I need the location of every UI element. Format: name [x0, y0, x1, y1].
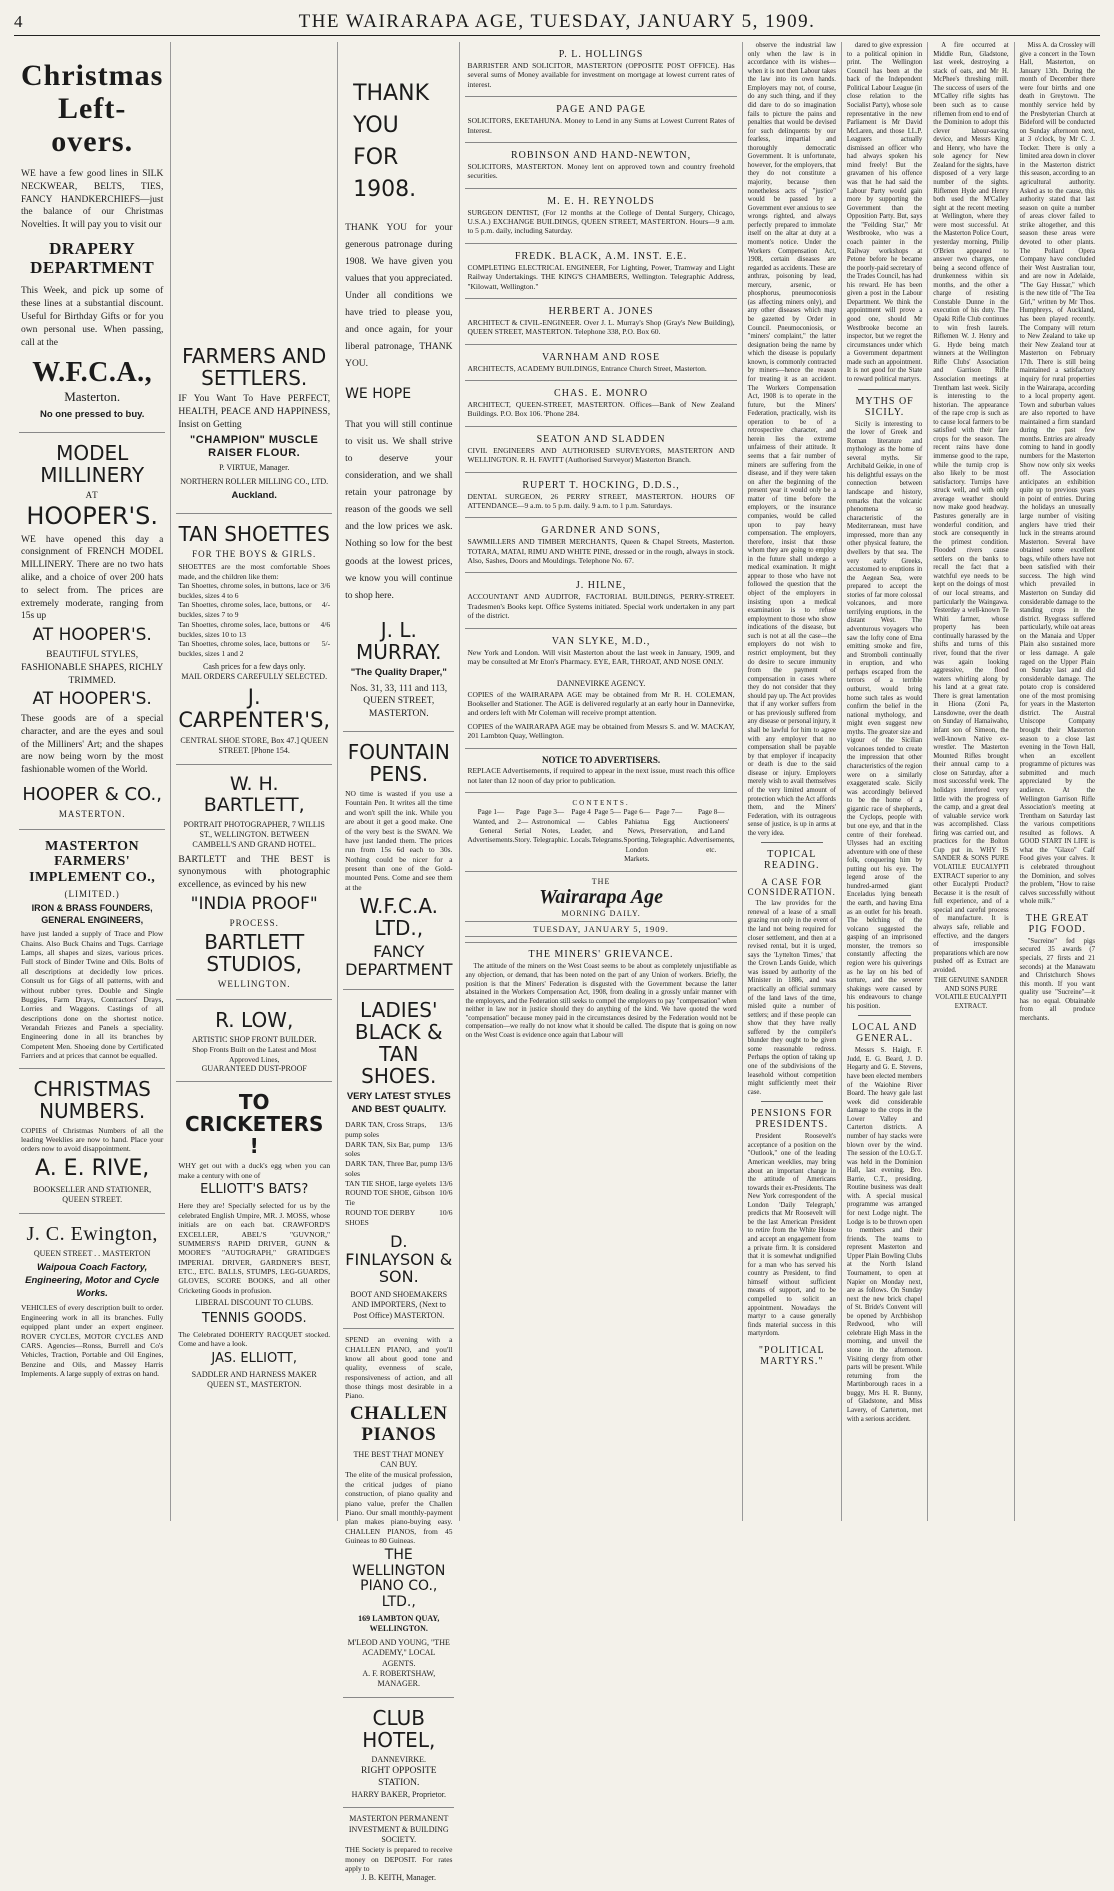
ad-process: PROCESS. — [229, 917, 279, 928]
business-card — [465, 345, 736, 381]
card-body: CIVIL ENGINEERS AND AUTHORISED SURVEYORS, MASTERTON AND WELLINGTON. R. H. FAVITT (Authorised Surveyor) Masterton Branch. — [467, 445, 735, 465]
paper-banner — [465, 872, 736, 943]
card-name: ROBINSON AND HAND-NEWTON, — [511, 149, 692, 161]
ad-town: MASTERTON. — [58, 808, 126, 819]
ad-sub: AT HOOPER'S. — [32, 625, 152, 646]
dannevirke-agency — [465, 673, 736, 748]
ad-line: ARTISTIC SHOP FRONT BUILDER. — [192, 1034, 317, 1044]
ad-product: ELLIOTT'S BATS? — [200, 1182, 309, 1198]
price-value: 10/6 — [439, 1188, 453, 1198]
price-value: 13/6 — [439, 1120, 453, 1130]
card-name: CHAS. E. MONRO — [554, 388, 649, 399]
card-body: ARCHITECTS, ACADEMY BUILDINGS, Entrance Church Street, Masterton. — [467, 363, 707, 373]
ad-body: SHOETTES are the most comfortable Shoes made, and the children like them: — [178, 562, 331, 581]
ad-body: Shop Fronts Built on the Latest and Most Approved Lines, — [192, 1045, 317, 1064]
notice-to-advertisers — [465, 749, 736, 793]
price-value: 13/6 — [439, 1159, 453, 1169]
article-title: "POLITICAL MARTYRS." — [758, 1344, 825, 1367]
business-card — [465, 573, 736, 628]
ad-body: COPIES of Christmas Numbers of all the leading Weeklies are now to hand. Place your orders now to avoid disappointment. — [21, 1125, 164, 1154]
ad-title: FOUNTAIN PENS. — [347, 740, 450, 787]
ad-line: BOOKSELLER AND STATIONER, QUEEN STREET. — [33, 1184, 152, 1205]
ad-name: A. E. RIVE, — [35, 1155, 150, 1181]
price-row — [345, 1179, 452, 1189]
price-list — [178, 581, 330, 659]
price-value: 3/6 — [320, 580, 331, 590]
ad-body: WE have a few good lines in SILK NECKWEAR, BELTS, TIES, FANCY HANDKERCHIEFS—just the balance of our Christmas Novelties. It will pay you to visit our — [21, 169, 164, 231]
ad-name: HOOPER'S. — [26, 502, 158, 531]
business-card — [465, 473, 736, 519]
contents-entry: Page 6—Pahiatua News, Sporting, London Markets. — [623, 808, 651, 864]
divider — [761, 1101, 823, 1102]
business-card — [465, 299, 736, 345]
ad-farmers-settlers — [176, 42, 332, 514]
ad-r-low — [176, 1000, 332, 1083]
ad-title: MASTERTON PERMANENT INVESTMENT & BUILDING SOCIETY. — [348, 1814, 449, 1844]
ad-sub: VERY LATEST STYLES AND BEST QUALITY. — [346, 1091, 451, 1116]
price-item: Tan Shoettes, chrome soles, lace, buttons or buckles, sizes 10 to 13 — [178, 619, 310, 639]
price-item: ROUND TOE SHOE, Gibson Tie — [345, 1188, 435, 1208]
business-card — [465, 629, 736, 674]
ad-product: "INDIA PROOF" — [190, 894, 318, 915]
price-item: Tan Shoettes, chrome soles, lace, buttons, or buckles, sizes 7 to 9 — [178, 600, 312, 620]
price-value: 13/6 — [439, 1139, 453, 1149]
card-name: FREDK. BLACK, A.M. INST. E.E. — [514, 250, 688, 262]
ad-line: PORTRAIT PHOTOGRAPHER, 7 WILLIS ST., WELLINGTON. BETWEEN CAMBELL'S AND GRAND HOTEL. — [183, 819, 325, 850]
price-row — [178, 600, 330, 620]
ad-ewington — [19, 1214, 165, 1386]
ad-model-millinery — [19, 433, 165, 830]
ad-title: TO CRICKETERS ! — [184, 1090, 324, 1159]
price-value: 10/6 — [439, 1207, 453, 1217]
contents-entry: Page 2—Serial Story. — [514, 808, 532, 845]
ad-town: Auckland. — [231, 490, 277, 502]
ad-sub: FOR THE BOYS & GIRLS. — [192, 549, 317, 560]
article-title: LOCAL AND GENERAL. — [851, 1022, 918, 1045]
divider — [858, 1015, 911, 1016]
local-notes: A fire occurred at Middle Run, Gladstone, last week, destroying a stack of oats, and Mr H. McPhee's threshing mill. The success of users of the M'Calley rifle sights has been such as to cause riflemen from end to end of the Dominion to adopt this clever labour-saving device, and Messrs King and Henry, who have the sole agency for New Zealand for the sights, have disposed of a very large number of the sights. Riflemen Hyde and Henry both used the M'Calley sight at the recent meeting at Wellington, where they were most successful. At the Masterton Police Court, yesterday morning, Philip O'Brien appeared to answer two charges, one being a second offence of drunkenness within six months, and the other a charge of resisting Constable Dunne in the execution of his duty. The Opaki Rifle Club continues to win fresh laurels. Riflemen W. J. Henry and G. Hyde being match winners at the Wellington Rifle Clubs' Association and Garrison Rifle Association meetings at Trentham last week. Sicily is interesting to the historian. The appearance of the rape crop is such as to cause local farmers to be satisfied with their fare crops for the season. The recent rains have done immense good to the rape, while the turnip crop is also likely to be most satisfactory. Turnips have struck well, and with only average weather should now make good headway. Pastures generally are in wonderful condition, and stock are consequently in the primest condition. Flooded rivers cause settlers on the banks to recall the fact that a watchful eye needs to be kept on the doings of most of our local streams, and particularly the Waingawa. Yesterday a well-known Te Whiti farmer, whose property has been continually harassed by the shifts and turns of this river, found that the river was again looking aggressive, the flood waters whirling along by his land at a great rate. There is great lamentation in Hiona (Zoni Pa, Lansdowne, over the death on Sunday of Hamaiwaho, infant son of Simeon, the well-known Native ex-wrestler. The Masterton Mounted Rifles brought their annual camp to a close on Saturday, after a most successful week. The holidays interfered very little with the progress of the camp, and a great deal of valuable service work was accomplished. Class firing was carried out, and practices for the Bolton Cup put in. WHY IS SANDER & SONS PURE VOLATILE EUCALYPTI EXTRACT superior to any other Eucalypti Product? Because it is the result of full experience, and of a special and careful process of manufacture. It is always safe, reliable and effective, and the dangers of irresponsible preparations which are now pushed off as Extract are avoided. — [933, 42, 1009, 974]
business-card — [465, 143, 736, 189]
column-1 — [14, 42, 171, 1521]
ad-firm: W.F.C.A., — [32, 356, 153, 388]
ad-body: THE Society is prepared to receive money on DEPOSIT. For rates apply to — [345, 1845, 453, 1874]
ad-body: have just landed a supply of Trace and Plow Chains. Also Buck Chains and Tugs. Carriage Lamps, all shapes and sizes, various prices. Full stock of Binder Twine and Oils. Bolts of all descriptions at decidedly low prices. Consult us for Gigs of all patterns, with and without rubber tyres. Double and Single Buggies, Farm Drays, Contractors' Drays, Lorries and Waggons. Castings of all descriptions done on the shortest notice. Verandah Friezes and Panels a speciality. Engineering done in all its branches by Competent Men. Shoeing done by Certificated Farriers and at prices that cannot be equalled. — [21, 929, 164, 1061]
price-row — [178, 620, 330, 640]
card-body: COMPLETING ELECTRICAL ENGINEER, For Lighting, Power, Tramway and Light Railway Undertakings. THE KING'S CHAMBERS, Wellington. Telegraphic Address, "Kilowatt, Wellington." — [467, 262, 735, 291]
ad-cricketers — [176, 1082, 332, 1397]
ad-body-3: These goods are of a special character, and are the eyes and soul of the Milliners' Art; and the shapes are now being worn by the most fashionable women of the World. — [21, 714, 164, 776]
ad-agent: M'LEOD AND YOUNG, "THE ACADEMY," LOCAL AGENTS. — [347, 1637, 450, 1668]
contents-entry: Page 4—Leader, Locals. — [570, 808, 592, 845]
price-row — [345, 1120, 452, 1140]
banner-the: THE — [591, 877, 611, 887]
section-body-2: COPIES of the WAIRARAPA AGE may be obtained from Messrs S. and W. MACKAY, 201 Lambton Quay, Wellington. — [467, 721, 735, 741]
column-6 — [842, 42, 928, 1521]
ad-body: VEHICLES of every description built to order. Engineering work in all its branches. Fully equipped plant under an expert engineer. ROVER CYCLES, MOTOR CYCLES AND CARS. Agencies—Ronss, Burrell and Co's Vehicles, Traction, Portable and Oil Engines, Benzine and Oils, and Massey Harris Implements. A large supply of extras on hand. — [21, 1303, 164, 1379]
column-3 — [338, 42, 460, 1883]
ad-thank-you — [343, 42, 454, 732]
price-item: TAN TIE SHOE, large eyelets — [345, 1178, 437, 1188]
column-7 — [928, 42, 1014, 1521]
banner-name: Wairarapa Age — [539, 886, 664, 909]
section-title: NOTICE TO ADVERTISERS. — [541, 754, 661, 765]
price-value: 4/6 — [320, 619, 331, 629]
ad-body: IF You Want To Have PERFECT, HEALTH, PEACE AND HAPPINESS, Insist on Getting — [178, 394, 331, 430]
ad-town: WELLINGTON. — [217, 978, 291, 989]
card-name: RUPERT T. HOCKING, D.D.S., — [522, 479, 680, 491]
ad-ladies-shoes — [343, 990, 454, 1329]
price-item: DARK TAN, Three Bar, pump soles — [345, 1159, 438, 1178]
price-item: Tan Shoettes, chrome soles, lace, buttons or buckles, sizes 1 and 2 — [178, 639, 310, 659]
ad-club-hotel — [343, 1698, 454, 1808]
ad-line: QUEEN STREET . . MASTERTON — [33, 1248, 151, 1258]
price-value: 4/- — [321, 600, 331, 610]
ad-sub: GUARANTEED DUST-PROOF — [201, 1063, 307, 1073]
article-body: Sicily is interesting to the lover of Greek and Roman literature and mythology as the home of several myths. Sir Archibald Geikie, in one of his delightful essays on the connection between landscape and history, remarks that the volcanic phenomena so characteristic of the Mediterranean, must have impressed, more than any other physical feature, the dwellers by that sea. The very early Greeks, accustomed to eruptions in the Aegean Sea, were prepared to accept the stories of far more colossal volcanoes, and more terrifying eruptions, in the distant West. The adventurous voyagers who saw the lofty cone of Etna emitting smoke and fire, and Stromboli continually in eruption, and who perhaps escaped from the terrors of a terrible outburst, would bring home such tales as would confirm the belief in the national mythology, and might even suggest new myths. The greater size and vigour of the Sicilian volcanoes tended to create the impression that other characteristics of the region were on a similarly exaggerated scale. Sicily was accordingly believed to be the home of a gigantic race of shepherds, the Cyclops, people with but one eye, and that in the centre of their forehead. Ulysses had an exciting adventure with one of these folk, conquering him by putting out his eye. The legend arose of the hundred-armed giant Enceladus lying beneath the earth, and having Etna as an outlet for his breath. The belching of the volcano suggested the gasping of an imprisoned monster, the tremors so constantly affecting the region were his quiverings as he lay on his bed of torture, and the severer shakings were caused by his endeavours to change his position. — [846, 420, 923, 1010]
ad-title: TAN SHOETTES — [178, 522, 330, 547]
card-name: P. L. HOLLINGS — [558, 49, 644, 60]
card-body: ARCHITECT, QUEEN-STREET, MASTERTON. Offices—Bank of New Zealand Buildings. P.O. Box 106. 'Phone 284. — [467, 400, 735, 419]
ad-line: Nos. 31, 33, 111 and 113, QUEEN STREET, MASTERTON. — [350, 683, 448, 720]
ad-title: MASTERTON FARMERS' IMPLEMENT CO., — [29, 838, 156, 885]
ad-tennis: TENNIS GOODS. — [201, 1310, 307, 1326]
price-row — [345, 1188, 452, 1208]
ad-prop: HARRY BAKER, Proprietor. — [351, 1789, 446, 1799]
ad-tennis-body: The Celebrated DOHERTY RACQUET stocked. Come and have a look. — [178, 1329, 331, 1349]
card-name: M. E. H. REYNOLDS — [547, 195, 655, 207]
price-row — [345, 1159, 452, 1179]
contents-entry: Page 8—Auctioneers' and Land Advertisements, etc. — [687, 808, 735, 854]
ad-firm: THE WELLINGTON PIANO CO., LTD., — [352, 1547, 446, 1610]
section-title: CONTENTS. — [572, 798, 630, 807]
contents-entry: Page 3—Astronomical Notes, Telegraphic. — [531, 808, 571, 845]
ad-body-2: That you will still continue to visit us. We shall strive to deserve your consideration, and we shall retain your patronage by reason of the goods we sell and the low prices we ask. Nothing so low for the best goods at the lowest prices, we know you will continue to shop here. — [345, 419, 453, 601]
ad-dept: DRAPERY DEPARTMENT — [30, 239, 155, 277]
ad-title: THANK YOU FOR 1908. — [353, 81, 429, 202]
article-body: "Sucreine" fed pigs secured 35 awards (7 specials, 27 firsts and 21 seconds) at the Manawatu and Christchurch Shows this month. If you want quality use "Sucreine"—it has no equal. Obtainable from all produce merchants. — [1019, 937, 1095, 1022]
column-8 — [1015, 42, 1100, 1521]
price-value: 5/- — [321, 639, 331, 649]
masthead — [14, 10, 1100, 36]
ad-body-2: BEAUTIFUL STYLES, FASHIONABLE SHAPES, RICHLY TRIMMED. — [21, 649, 164, 686]
ad-limited: (LIMITED.) — [64, 889, 120, 900]
article-title: PENSIONS FOR PRESIDENTS. — [750, 1108, 833, 1131]
article-continued: dared to give expression to a political opinion in print. The Wellington Council has been at the back of the Independent Political Labour League (in close relation to the Socialist Party), whose sole representative in the new Parliament is Mr David McLaren, and those I.L.P. Leaguers actually dismissed an officer who had always spoken his mind freely! But the gravamen of his offence was that he had said the Labour Party would gain more by supporting the Government than the Opposition Party. But, says the "Feilding Star," Mr Westbrooke, who was a coach painter in the Railway workshops at Petone before he became the poorly-paid secretary of the Trades Council, has had his reward. He has been given a post in the Labour Department. We think the appointment will prove a good one, should Mr Westbrooke become an inspector, but we regret the circumstances under which a Government department made such an appointment. It is not good for the State to reward political martyrs. — [846, 42, 923, 383]
contents-entry: Page 5—Cables and Telegrams. — [591, 808, 624, 845]
ad-eucalypti: THE GENUINE SANDER AND SONS PURE VOLATILE EUCALYPTI EXTRACT. — [933, 977, 1008, 1010]
ad-sub: Waipoua Coach Factory, Engineering, Motor and Cycle Works. — [25, 1262, 160, 1299]
ad-name: J. CARPENTER'S, — [178, 684, 331, 732]
card-name: HERBERT A. JONES — [548, 305, 654, 317]
contents-list — [467, 808, 734, 864]
section-body: REPLACE Advertisements, if required to appear in the next issue, must reach this office not later than 12 noon of day prior to publication. — [467, 766, 735, 785]
ad-sub: WE HOPE — [345, 386, 412, 403]
section-title: DANNEVIRKE AGENCY. — [556, 679, 646, 689]
card-name: VAN SLYKE, M.D., — [551, 635, 651, 647]
article-subtitle: A CASE FOR CONSIDERATION. — [747, 877, 836, 898]
ad-sub-2: AT HOOPER'S. — [32, 689, 152, 710]
ad-manager: J. B. KEITH, Manager. — [361, 1873, 436, 1883]
price-item: DARK TAN, Six Bar, pump soles — [345, 1139, 430, 1159]
ad-note: Cash prices for a few days only. — [203, 661, 306, 671]
banner-date: TUESDAY, JANUARY 5, 1909. — [465, 921, 736, 937]
ad-name: J. C. Ewington, — [26, 1222, 158, 1245]
ad-firm: HOOPER & CO., — [22, 784, 162, 806]
ad-name: JAS. ELLIOTT, — [211, 1350, 297, 1366]
ad-manager: A. F. ROBERTSHAW, MANAGER. — [362, 1668, 436, 1689]
ad-line: BOOT AND SHOEMAKERS AND IMPORTERS, (Next to Post Office) MASTERTON. — [350, 1290, 448, 1320]
ad-title: FARMERS AND SETTLERS. — [182, 344, 327, 390]
article-continued: observe the industrial law only when the law is in accordance with its wishes—when it is not then Labour takes the law into its own hands. Employers may not, of course, do any such thing, and if they did dare to do so imagination fails to picture the pains and penalties that would be devised for such delinquents by our fearless, impartial and thoroughly democratic Government. It is unfortunate, however, for the employers, that they do not constitute a majority, because then nonetheless acts of "justice" would be passed by a Government ever anxious to see wrongs righted, and always perfectly prepared to immolate itself on the altar at duty at a moment's notice. Under the Workers Compensation Act, 1908, certain diseases are regarded as accidents. These are anthrax, poisoning by lead, mercury, arsenic, or phosphorus, pneumoconiosis (as affecting miners only), and any other diseases which may be gazetted by Order in Council. Pneumoconiosis, or "miners' complaint," the latter designation being the name by which the disease is popularly known, is commonly contracted by miners—hence the reason for treating it as an accident. The Workers Compensation Act, 1908 is to operate in the future, but the Miners' Federation, practically, wish its operation to be of a retrospective character, and herein lies the extreme unfairness of their attitude. It seems that a fair number of miners are suffering from the disease, and if they were taken on after the beginning of the present year it would only be a matter of time before the employers, or the insurance companies, would be called upon to pay heavy compensation. The employers, therefore, insist that those whom they are going to employ in the future shall undergo a medical examination. It might appear to those who have not followed the question that the object of the employers in insisting upon a medical examination is to refuse employment to those who show indications of the disease, but such is not at all the case—the employers do not wish to restrict employment, but they do desire to secure immunity from the payment of compensation in cases where they do not consider that they should pay up. The Act provides that if any worker suffers from or has previously suffered from any disease or personal injury, it shall be lawful for him to agree with any employer that no compensation shall be payable by that employer if incapacity or death is due to the said disease or injury. Employers merely wish to avail themselves of the very limited amount of protection which the Act affords them, and the Miners' Federation, with its outrageous sense of justice, is up in arms at the very idea. — [747, 42, 836, 837]
ad-title: LADIES' BLACK & TAN SHOES. — [354, 998, 443, 1089]
column-4 — [460, 42, 742, 1521]
card-body: SOLICITORS, MASTERTON. Money lent on approved town and country freehold securities. — [467, 161, 735, 181]
ad-tagline: "The Quality Draper," — [350, 666, 447, 678]
article-title: TOPICAL READING. — [764, 849, 820, 872]
article-title: MYTHS OF SICILY. — [855, 395, 914, 418]
banner-sub: MORNING DAILY. — [561, 909, 641, 919]
ad-dept: FANCY DEPARTMENT — [345, 942, 453, 979]
ad-at: AT — [85, 490, 99, 501]
card-name: VARNHAM AND ROSE — [542, 351, 661, 363]
ad-name: W. H. BARTLETT, — [203, 772, 305, 816]
contents-entry: Page 7—Egg Preservation, Telegraphic. — [650, 808, 688, 845]
ad-title: CHALLEN PIANOS — [350, 1402, 448, 1445]
ad-body: THANK YOU for your generous patronage during 1908. We have given you values that you appreciated. Under all conditions we have tried to please you, and once again, for your liberal patronage, THANK YOU. — [345, 222, 453, 370]
ad-addr: 169 LAMBTON QUAY, WELLINGTON. — [358, 1613, 440, 1634]
ad-sub: IRON & BRASS FOUNDERS, GENERAL ENGINEERS, — [31, 903, 153, 926]
ad-body: BARTLETT and THE BEST is synonymous with photographic excellence, as evinced by his new — [178, 854, 331, 891]
contents-entry: Page 1—Wanted, and General Advertisements. — [467, 808, 515, 845]
ad-studios: BARTLETT STUDIOS, — [204, 929, 305, 976]
price-item: Tan Shoettes, chrome soles, in buttons, lace or buckles, sizes 4 to 6 — [178, 580, 318, 600]
ad-discount: LIBERAL DISCOUNT TO CLUBS. — [195, 1298, 314, 1308]
price-row — [178, 639, 330, 659]
card-body: ACCOUNTANT AND AUDITOR, FACTORIAL BUILDINGS, PERRY-STREET. Tradesmen's Books kept. Office Systems initiated. Special work undertaken in any part of the district. — [467, 592, 735, 621]
professional-cards — [465, 42, 736, 673]
article-title: THE MINERS' GRIEVANCE. — [528, 949, 674, 961]
column-2 — [171, 42, 338, 1521]
ad-town: Masterton. — [64, 389, 121, 405]
card-body: DENTAL SURGEON, 26 PERRY STREET, MASTERTON. HOURS OF ATTENDANCE—9 a.m. to 5 p.m. daily. 9 a.m. to 1 p.m. Saturdays. — [467, 491, 735, 510]
newspaper-title: THE WAIRARAPA AGE, TUESDAY, JANUARY 5, 1909. — [298, 11, 816, 32]
price-row — [178, 581, 330, 601]
price-item: DARK TAN, Cross Straps, pump soles — [345, 1120, 427, 1139]
ad-name: J. L. MURRAY. — [356, 617, 442, 664]
card-body: SURGEON DENTIST, (For 12 months at the College of Dental Surgery, Chicago, U.S.A.) EXCHANGE BUILDINGS, QUEEN STREET, MASTERTON. Hours—9 a.m. to 5 p.m. daily, including Saturday. — [467, 207, 735, 236]
business-card — [465, 381, 736, 427]
card-body: SAWMILLERS AND TIMBER MERCHANTS, Queen & Chapel Streets, Masterton. TOTARA, MATAI, RIMU AND WHITE PINE, dressed or in the rough, always in stock. Also, Sashes, Doors and Mouldings. Telephone No. 67. — [467, 537, 735, 565]
leader-article — [465, 949, 736, 1040]
ad-town: DANNEVIRKE. — [371, 1754, 426, 1764]
article-title: THE GREAT PIG FOOD. — [1025, 912, 1089, 935]
ad-firm: NORTHERN ROLLER MILLING CO., LTD. — [180, 477, 329, 487]
card-name: J. HILNE, — [575, 580, 627, 592]
price-item: ROUND TOE DERBY SHOES — [345, 1207, 415, 1227]
divider — [858, 389, 911, 390]
ad-farmers-implement — [19, 830, 165, 1069]
business-card — [465, 427, 736, 473]
ad-christmas-numbers — [19, 1069, 165, 1214]
page-number: 4 — [14, 12, 23, 31]
business-card — [465, 518, 736, 573]
ad-body-2: The elite of the musical profession, the critical judges of piano construction, of piano quality and piano value, prefer the Challen Piano. Our small monthly-payment plan makes piano-buying easy. CHALLEN PIANOS, from 45 Guineas to 80 Guineas. — [345, 1470, 453, 1546]
ad-christmas-leftovers — [19, 42, 165, 433]
card-body: ARCHITECT & CIVIL-ENGINEER. Over J. L. Murray's Shop (Gray's New Building), QUEEN STREET, MASTERTON. Telephone 338, P.O. Box 60. — [467, 317, 735, 337]
business-card — [465, 42, 736, 97]
column-5 — [743, 42, 842, 1521]
ad-building-society — [343, 1808, 454, 1891]
ad-body: SPEND an evening with a CHALLEN PIANO, and you'll know all about good tone and quality, evenness of scale, responsiveness of action, and all those things most desirable in a Piano. — [345, 1335, 453, 1401]
local-notes: Miss A. da Crossley will give a concert in the Town Hall, Masterton, on January 13th. During the month of December there were four births and one death in Greytown. The monthly service held by the Presbyterian Church at Bideford will be conducted on Sunday afternoon next, at 3 o'clock, by Mr C. J. Tocker. There is only a limited area down in clover in the Masterton district this season, according to an agricultural authority. Asked as to the cause, this authority stated that last season on quite a number of areas clover failed to strike altogether, and this season these areas were devoted to other plants. The Pollard Opera Company have concluded their West Australian tour, and are now in Adelaide, "The Gay Hussar," which is the new title of "The Tea Girl," written by Mr Thos. Humphreys, of Auckland, has been played recently. The Company will return to New Zealand to take up their New Zealand tour at Masterton on February 17th. There is still being maintained a satisfactory inquiry for rural properties in the Wairarapa, according to a local property agent. Town and suburban values are also reported to have maintained a firm standard during the past few months. Entries are already coming to hand in goodly numbers for the Masterton Show now only six weeks off. The Association anticipates an exhibition quite up to previous years in point of entries. During the holidays an unusually large number of visiting anglers have tried their luck in the streams around Masterton. Several have obtained some excellent bags, while others have not been satisfied with their success. The high wind which prevailed in Masterton on Sunday did considerable damage to the standing crops in the district. Ryegrass suffered particularly, while oat areas on the Manaia and Upper Plain also sustained more or less damage. A gale raged on the Upper Plain on Sunday last and did considerable damage. The potato crop is considered one of the most promising for years in the Masterton district. The Austral Uniscope Company brought their Masterton season to a close last evening in the Town Hall, when an excellent programme of pictures was submitted and much appreciated by the audience. At the Wellington Garrison Rifle Association's meeting at Trentham on Saturday last the various competitions resulted as follows. A GOOD START IN LIFE is what the "Glaxo" Calf Food gives your calves. It is celebrated throughout the Dominion, and solves the problem, "How to raise calves successfully without whole milk." — [1019, 42, 1095, 906]
ad-challen-pianos — [343, 1329, 454, 1697]
card-body: New York and London. Will visit Masterton about the last week in January, 1909, and may be consulted at Mr Eton's Pharmacy. EYE, EAR, THROAT, AND NOSE ONLY. — [467, 647, 735, 666]
ad-fountain-pens — [343, 732, 454, 990]
divider — [761, 842, 823, 843]
ad-name: W.F.C.A. LTD., — [359, 894, 439, 941]
ad-line: SADDLER AND HARNESS MAKER QUEEN ST., MASTERTON. — [191, 1369, 317, 1390]
article-body: President Roosevelt's acceptance of a position on the "Outlook," one of the leading American weeklies, may bring about an important change in the attitude of Americans towards their ex-Presidents. The New York correspondent of the London 'Daily Telegraph,' predicts that Mr Roosevelt will be the last American President to retire from the White House and accept an engagement from a private firm. It is considered that it is somewhat undignified for a man who has served his country as President, to find himself without sufficient means of support, and to be compelled to solicit an appointment. Nowadays the martyr to a cause generally finds material success in this martyrdom. — [747, 1133, 836, 1338]
card-body: SOLICITORS, EKETAHUNA. Money to Lend in any Sums at Lowest Current Rates of Interest. — [467, 116, 735, 135]
article-body: The attitude of the miners on the West Coast seems to be about as completely unjustifiable as any objection, or demand, that has been noted on the part of any Union of workers. Briefly, the position is that the Miners' Federation is disgusted with the Government because the latter abstained in the Workers Compensation Act, 1908, from dealing in a grossly unfair manner with the employers, and the Federation still seeks to compel the employers to pay "compensation" when neither in law nor in justice should they do anything of the kind. We have quoted the word "compensation" because money paid in the circumstances desired by the Federation would not be compensation—we really do not know what it should be called. The dispute that is going on now on the West Coast is evidence once again that Labour will — [465, 963, 737, 1039]
ad-body: WE have opened this day a consignment of FRENCH MODEL MILLINERY. There are no two hats alike, and a choice of over 200 hats to select from. The prices are extremely moderate, ranging from 15s up — [21, 534, 164, 622]
ad-name: D. FINLAYSON & SON. — [345, 1232, 453, 1287]
ad-title: CHRISTMAS NUMBERS. — [33, 1076, 151, 1123]
business-card — [465, 244, 736, 299]
ad-mail: MAIL ORDERS CAREFULLY SELECTED. — [181, 672, 328, 682]
ad-title: CLUB HOTEL, — [362, 1705, 436, 1752]
ad-bartlett — [176, 765, 332, 1000]
business-card — [465, 189, 736, 244]
price-row — [345, 1208, 452, 1228]
article-body: The law provides for the renewal of a lease of a small grazing run only in the event of the land not being required for closer settlement, and then at a revised rental, but it is urged, says the 'Lyttelton Times,' that the Crown Lands Guide, which was issued by authority of the Minister in 1886, and was practically an official summary of the land laws of the time, misled quite a number of settlers; and if these people can show that they have really suffered by the compiler's blunder they ought to be given some reasonable redress. Perhaps the option of taking up one of the subdivisions of the leasehold without competition might sufficiently meet their case. — [747, 900, 836, 1096]
ad-sub: THE BEST THAT MONEY CAN BUY. — [353, 1449, 444, 1470]
ad-body: NO time is wasted if you use a Fountain Pen. It writes all the time and won't spill the ink. While you are about it get a good make. One of the very best is the SWAN. We have just landed them. The prices run from 15s 6d each to 30s. Nothing could be nicer for a present than one of the Gold-mounted Pens. Come and see them at the — [345, 789, 453, 892]
business-card — [465, 97, 736, 143]
ad-line: RIGHT OPPOSITE STATION. — [360, 1766, 437, 1789]
ad-name: R. LOW, — [215, 1007, 294, 1032]
newspaper-page — [14, 42, 1100, 1883]
ad-tagline: No one pressed to buy. — [40, 409, 145, 421]
contents-box — [465, 793, 736, 873]
price-value: 13/6 — [439, 1178, 453, 1188]
ad-line: CENTRAL SHOE STORE, Box 47.] QUEEN STREET. [Phone 154. — [180, 735, 329, 756]
ad-signed: P. VIRTUE, Manager. — [219, 462, 290, 472]
ad-product: "CHAMPION" MUSCLE RAISER FLOUR. — [190, 434, 319, 459]
ad-tan-shoettes — [176, 514, 332, 765]
article-body: Messrs S. Haigh, F. Judd, E. G. Beard, J. D. Hegarty and G. E. Stevens, have been elected members of the Waiohine River Board. The heavy gale last week did considerable damage to the crops in the Lower Valley and Carterton districts. A number of hay stacks were blown over by the wind. The session of the I.O.G.T. was held in the Dominion Hall, last evening. Bro. Barrie, C.T., presiding. Routine business was dealt with. A special musical programme was arranged for next Lodge night. The Lodge is to be thrown open to members and their friends. The teams to represent Masterton and Upper Plain Bowling Clubs at the North Island Tournament, to open at Napier on Monday next, are as follows. On Sunday next the new brick chapel of St. Bride's Convent will be opened by Archbishop Redwood, who will celebrate High Mass in the morning, and unveil the stone in the afternoon. Visiting clergy from other parts will be present. While returning from the Martinborough races in a buggy, Mrs H. R. Bunny, of Gladstone, and Miss Lavery, of Carterton, met with a serious accident. — [846, 1047, 923, 1423]
ad-title: MODEL MILLINERY — [40, 441, 145, 488]
card-body: BARRISTER AND SOLICITOR, MASTERTON (OPPOSITE POST OFFICE). Has several sums of Money available for investment on mortgage at lowest current rates of interest. — [467, 61, 735, 89]
card-name: PAGE AND PAGE — [556, 104, 646, 116]
card-name: GARDNER AND SONS, — [541, 525, 661, 537]
ad-body: WHY get out with a duck's egg when you can make a century with one of — [178, 1161, 331, 1180]
ad-title: Christmas Left-overs. — [21, 59, 164, 158]
price-row — [345, 1140, 452, 1160]
price-list — [345, 1120, 452, 1227]
card-name: SEATON AND SLADDEN — [536, 433, 666, 445]
ad-body-2: This Week, and pick up some of these lines at a substantial discount. Useful for Birthday Gifts or for you own personal use. When passing, call at the — [21, 286, 164, 348]
section-body: COPIES of the WAIRARAPA AGE may be obtained from Mr R. H. COLEMAN, Bookseller and Stationer. The AGE is delivered regularly at an early hour in Dannevirke, and orders left with Mr Coleman will receive prompt attention. — [467, 689, 735, 718]
ad-body-2: Here they are! Specially selected for us by the celebrated English Umpire, MR. J. MOSS, whose initials are on each bat. CRAWFORD'S EXCELLER, ABEL'S "GUVNOR," SUMMERS'S RAPID DRIVER, GUNN & MOORE'S "AUTOGRAPH," GRATIDGE'S IMPERIAL DRIVER, GARDNER'S BEST, ETC., ETC. BALLS, STUMPS, LEG-GUARDS, GLOVES, SCORE BOOKS, and all other Cricketing Goods in profusion. — [178, 1201, 331, 1295]
